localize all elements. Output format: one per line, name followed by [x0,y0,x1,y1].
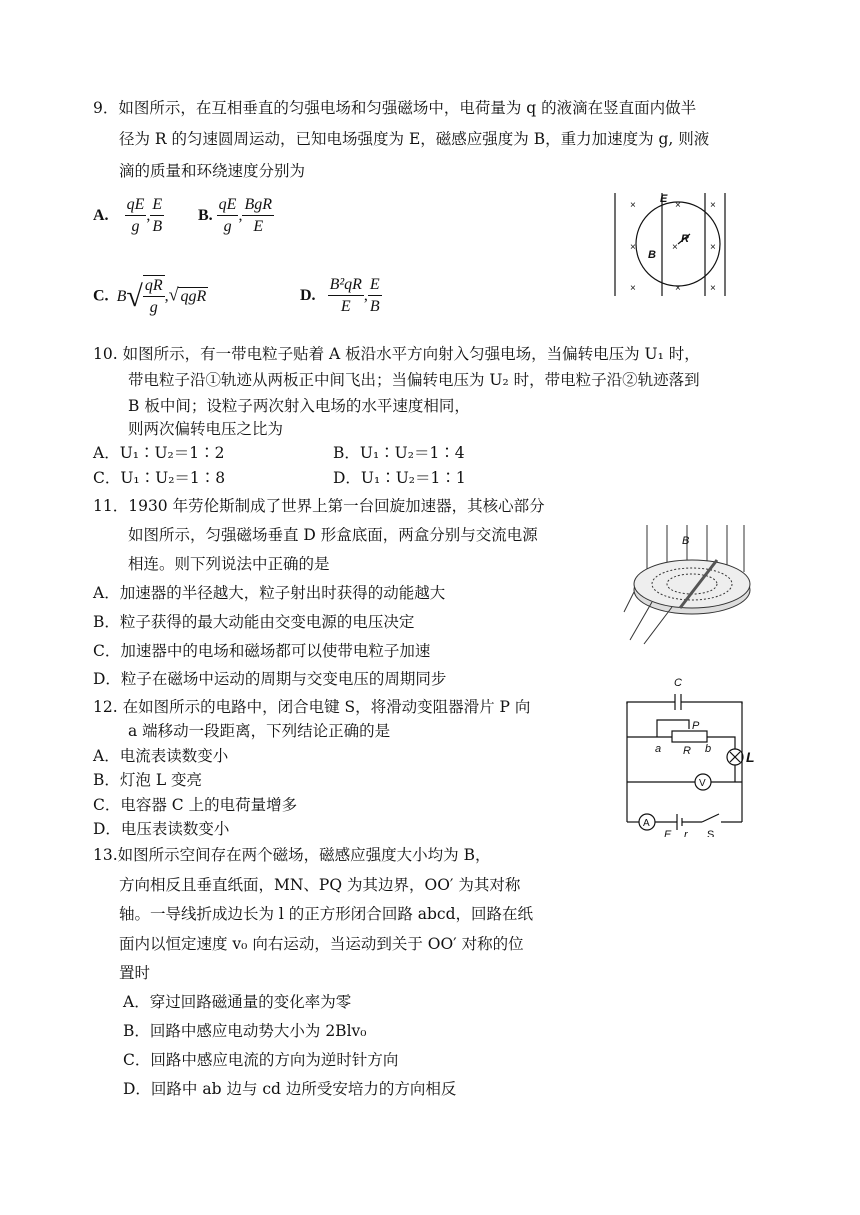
q9-a-den2: B [152,218,163,235]
q9-line-1: 9．如图所示，在互相垂直的匀强电场和匀强磁场中，电荷量为 q 的液滴在竖直面内做半 [93,99,697,117]
q10-option-a: A．U₁∶U₂＝1∶2 [93,444,225,462]
q12-fig-l-label: L [746,749,755,765]
q12-option-b: B．灯泡 L 变亮 [93,771,203,789]
q12-option-c: C．电容器 C 上的电荷量增多 [93,796,298,814]
cross-icon: × [710,200,716,211]
q9-option-b-label: B. [198,207,213,225]
q11-line-1: 11．1930 年劳伦斯制成了世界上第一台回旋加速器，其核心部分 [93,497,545,515]
cross-icon: × [630,283,636,294]
q10-line-1: 10. 如图所示，有一带电粒子贴着 A 板沿水平方向射入匀强电场，当偏转电压为 U₁ 时， [93,345,700,363]
q11-option-a: A．加速器的半径越大，粒子射出时获得的动能越大 [93,584,446,602]
q9-b-den2: E [253,218,264,235]
q10-line-2: 带电粒子沿①轨迹从两板正中间飞出；当偏转电压为 U₂ 时，带电粒子沿②轨迹落到 [128,371,700,389]
q12-fig-r-label: R [683,745,691,757]
cross-icon: × [675,283,681,294]
q9-fig-r-label: R [681,233,689,245]
q13-line-1: 13.如图所示空间存在两个磁场，磁感应强度大小均为 B， [93,846,491,864]
q11-option-d: D．粒子在磁场中运动的周期与交变电压的周期同步 [93,670,447,688]
q9-a-num1: qE [125,195,147,216]
q13-option-d: D．回路中 ab 边与 cd 边所受安培力的方向相反 [123,1080,457,1098]
q11-line-3: 相连。则下列说法中正确的是 [128,555,330,573]
q12-fig-p-label: P [692,720,700,732]
q9-fig-b-label: B [648,249,656,261]
q9-option-b: B. $\frac{qE}{g}$ , $\frac{\text{BgR}}{E}$ [198,195,274,238]
q9-line-2: 径为 R 的匀速圆周运动，已知电场强度为 E，磁感应强度为 B，重力加速度为 g, 则液 [119,130,710,148]
cross-icon: × [675,200,681,211]
q13-line-3: 轴。一导线折成边长为 l 的正方形闭合回路 abcd，回路在纸 [119,905,534,923]
q12-line-2: a 端移动一段距离，下列结论正确的是 [128,722,391,740]
q10-option-c: C．U₁∶U₂＝1∶8 [93,469,226,487]
q9-option-c-label: C. [93,287,109,305]
q13-line-4: 面内以恒定速度 v₀ 向右运动，当运动到关于 OO′ 对称的位 [119,935,524,953]
q9-option-c: C. B√ $\frac{qR}{g}$ ,√ qgR [93,275,208,319]
q9-d-den2: B [369,298,380,315]
q9-c-num1: qR [143,276,165,297]
q10-option-d: D．U₁∶U₂＝1∶1 [333,469,466,487]
q9-c-den1: g [149,299,158,316]
q11-option-c: C．加速器中的电场和磁场都可以使带电粒子加速 [93,642,431,660]
q12-fig-a-meter-label: A [643,818,650,829]
q9-option-d-label: D. [300,287,316,305]
q9-b-num2: BgR [242,195,274,216]
q9-option-d: D. $\frac{\text{B²qR}}{E}$ , $\frac{E}{B}$ [300,275,382,318]
cross-icon: × [630,242,636,253]
q13-line-2: 方向相反且垂直纸面，MN、PQ 为其边界，OO′ 为其对称 [119,876,521,894]
q12-line-1: 12. 在如图所示的电路中，闭合电键 S，将滑动变阻器滑片 P 向 [93,698,531,716]
cross-icon: × [710,283,716,294]
q9-c-root2: qgR [180,287,207,305]
q9-d-num2: E [368,275,382,296]
q9-option-a-label: A. [93,207,109,225]
q10-line-4: 则两次偏转电压之比为 [128,420,284,438]
q10-option-b: B．U₁∶U₂＝1∶4 [333,444,465,462]
q13-option-b: B．回路中感应电动势大小为 2Blv₀ [123,1022,367,1040]
q9-d-den1: E [340,298,351,315]
q12-fig-s-label: S [707,829,715,837]
q13-line-5: 置时 [119,964,151,982]
q12-option-d: D．电压表读数变小 [93,820,230,838]
cross-icon: × [710,242,716,253]
cross-icon: × [630,200,636,211]
q11-line-2: 如图所示，匀强磁场垂直 D 形盒底面，两盒分别与交流电源 [128,526,538,544]
q13-option-a: A．穿过回路磁通量的变化率为零 [123,993,352,1011]
q12-fig-a-label: a [655,743,662,755]
q9-a-den1: g [131,218,140,235]
q9-d-num1: B²qR [328,275,364,296]
q11-option-b: B．粒子获得的最大动能由交变电源的电压决定 [93,613,415,631]
q9-b-den1: g [223,218,232,235]
q12-fig-b-label: b [705,743,712,755]
q12-fig-c-label: C [674,677,682,689]
q11-fig-b-label: B [682,535,690,547]
cross-icon: × [672,242,678,253]
q9-figure [610,188,730,298]
q9-line-3: 滴的质量和环绕速度分别为 [119,162,306,180]
q9-a-num2: E [150,195,164,216]
q9-option-a: A. $\frac{qE}{g}$ , $\frac{E}{B}$ [93,195,164,238]
q9-b-num1: qE [217,195,239,216]
q12-fig-r-small-label: r [684,829,688,837]
q9-c-prefix: B [116,287,127,305]
q11-figure [622,522,757,647]
q12-fig-e-label: E [664,829,672,837]
q12-option-a: A．电流表读数变小 [93,747,229,765]
q9-fig-e-label: E [660,193,668,205]
q12-fig-v-label: V [699,778,706,789]
q12-circuit-figure [617,672,767,837]
q13-option-c: C．回路中感应电流的方向为逆时针方向 [123,1051,399,1069]
q10-line-3: B 板中间；设粒子两次射入电场的水平速度相同， [128,397,470,415]
